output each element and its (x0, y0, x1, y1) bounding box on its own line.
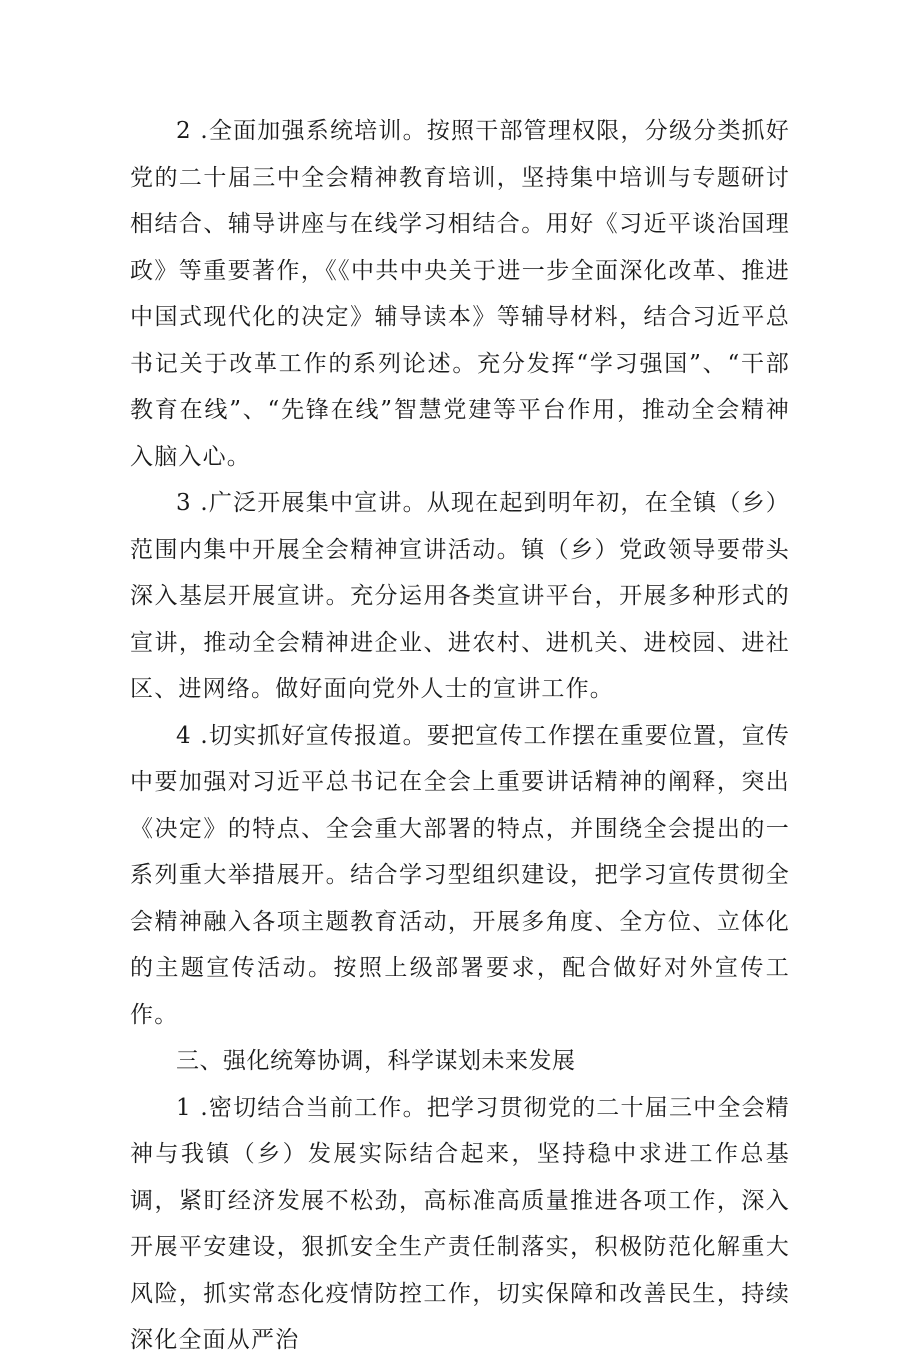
paragraph-training: 2 .全面加强系统培训。按照干部管理权限，分级分类抓好党的二十届三中全会精神教育培训，坚持集中培训与专题研讨相结合、辅导讲座与在线学习相结合。用好《习近平谈治国理政》等重要著作，《《中共中央关于进一步全面深化改革、推进中国式现代化的决定》辅导读本》等辅导材料，结合习近平总书记关于改革工作的系列论述。充分发挥“学习强国”、“干部教育在线”、“先锋在线”智慧党建等平台作用，推动全会精神入脑入心。 (130, 118, 790, 470)
paragraph-publicity: 4 .切实抓好宣传报道。要把宣传工作摆在重要位置，宣传中要加强对习近平总书记在全会上重要讲话精神的阐释，突出《决定》的特点、全会重大部署的特点，并围绕全会提出的一系列重大举措展开。结合学习型组织建设，把学习宣传贯彻全会精神融入各项主题教育活动，开展多角度、全方位、立体化的主题宣传活动。按照上级部署要求，配合做好对外宣传工作。 (130, 722, 790, 1028)
paragraph-lectures: 3 .广泛开展集中宣讲。从现在起到明年初，在全镇（乡）范围内集中开展全会精神宣讲活动。镇（乡）党政领导要带头深入基层开展宣讲。充分运用各类宣讲平台，开展多种形式的宣讲，推动全会精神进企业、进农村、进机关、进校园、进社区、进网络。做好面向党外人士的宣讲工作。 (130, 490, 790, 702)
paragraph-current-work: 1 .密切结合当前工作。把学习贯彻党的二十届三中全会精神与我镇（乡）发展实际结合起来，坚持稳中求进工作总基调，紧盯经济发展不松劲，高标准高质量推进各项工作，深入开展平安建设，狠抓安全生产责任制落实，积极防范化解重大风险，抓实常态化疫情防控工作，切实保障和改善民生，持续深化全面从严治 (130, 1094, 790, 1353)
section-heading-three: 三、强化统筹协调，科学谋划未来发展 (176, 1048, 576, 1074)
document-page (130, 108, 790, 1364)
